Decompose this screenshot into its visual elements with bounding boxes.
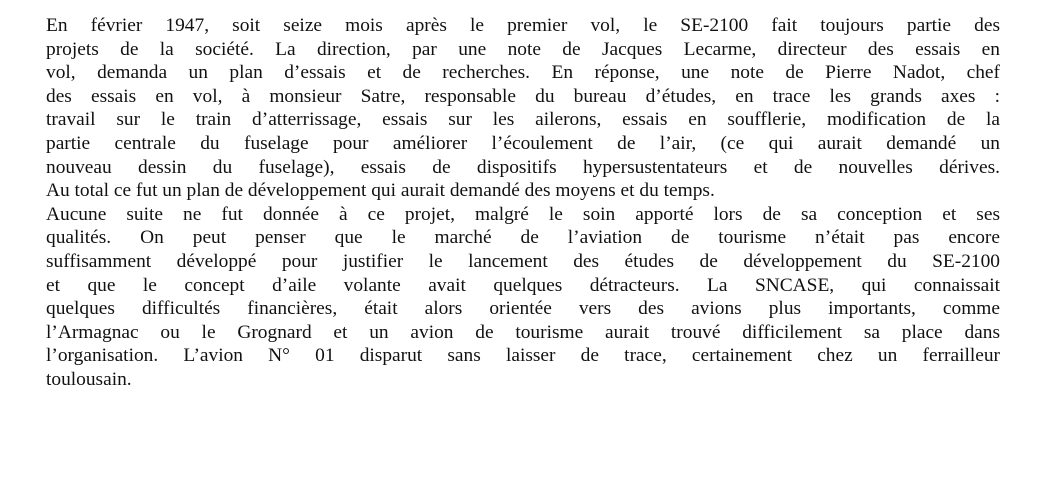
text-line: suffisamment développé pour justifier le lancement des études de développement du SE-2100 (46, 250, 1000, 272)
text-line: et que le concept d’aile volante avait quelques détracteurs. La SNCASE, qui connaissait (46, 274, 1000, 296)
text-line: projets de la société. La direction, par une note de Jacques Lecarme, directeur des essais en (46, 38, 1000, 60)
text-line: Au total ce fut un plan de développement qui aurait demandé des moyens et du temps. (46, 180, 715, 202)
text-line: qualités. On peut penser que le marché de l’aviation de tourisme n’était pas encore (46, 227, 1000, 249)
text-line: nouveau dessin du fuselage), essais de dispositifs hypersustentateurs et de nouvelles dérives. (46, 156, 1000, 178)
text-line: Aucune suite ne fut donnée à ce projet, malgré le soin apporté lors de sa conception et ses (46, 203, 1000, 225)
paragraph-2 (46, 203, 1000, 392)
text-line: En février 1947, soit seize mois après le premier vol, le SE-2100 fait toujours partie des (46, 15, 1000, 36)
text-line: quelques difficultés financières, était alors orientée vers des avions plus importants, comme (46, 298, 1000, 320)
text-line: partie centrale du fuselage pour améliorer l’écoulement de l’air, (ce qui aurait demandé un (46, 132, 1000, 154)
text-line: l’organisation. L’avion N° 01 disparut sans laisser de trace, certainement chez un ferrailleur (46, 345, 1000, 367)
text-line: l’Armagnac ou le Grognard et un avion de tourisme aurait trouvé difficilement sa place dans (46, 321, 1000, 343)
text-line: des essais en vol, à monsieur Satre, responsable du bureau d’études, en trace les grands axes : (46, 85, 1000, 107)
text-line: vol, demanda un plan d’essais et de recherches. En réponse, une note de Pierre Nadot, chef (46, 62, 1000, 84)
document-page (46, 14, 1000, 392)
text-line: toulousain. (46, 368, 132, 390)
paragraph-1 (46, 14, 1000, 203)
text-line: travail sur le train d’atterrissage, essais sur les ailerons, essais en soufflerie, modification de la (46, 109, 1000, 131)
